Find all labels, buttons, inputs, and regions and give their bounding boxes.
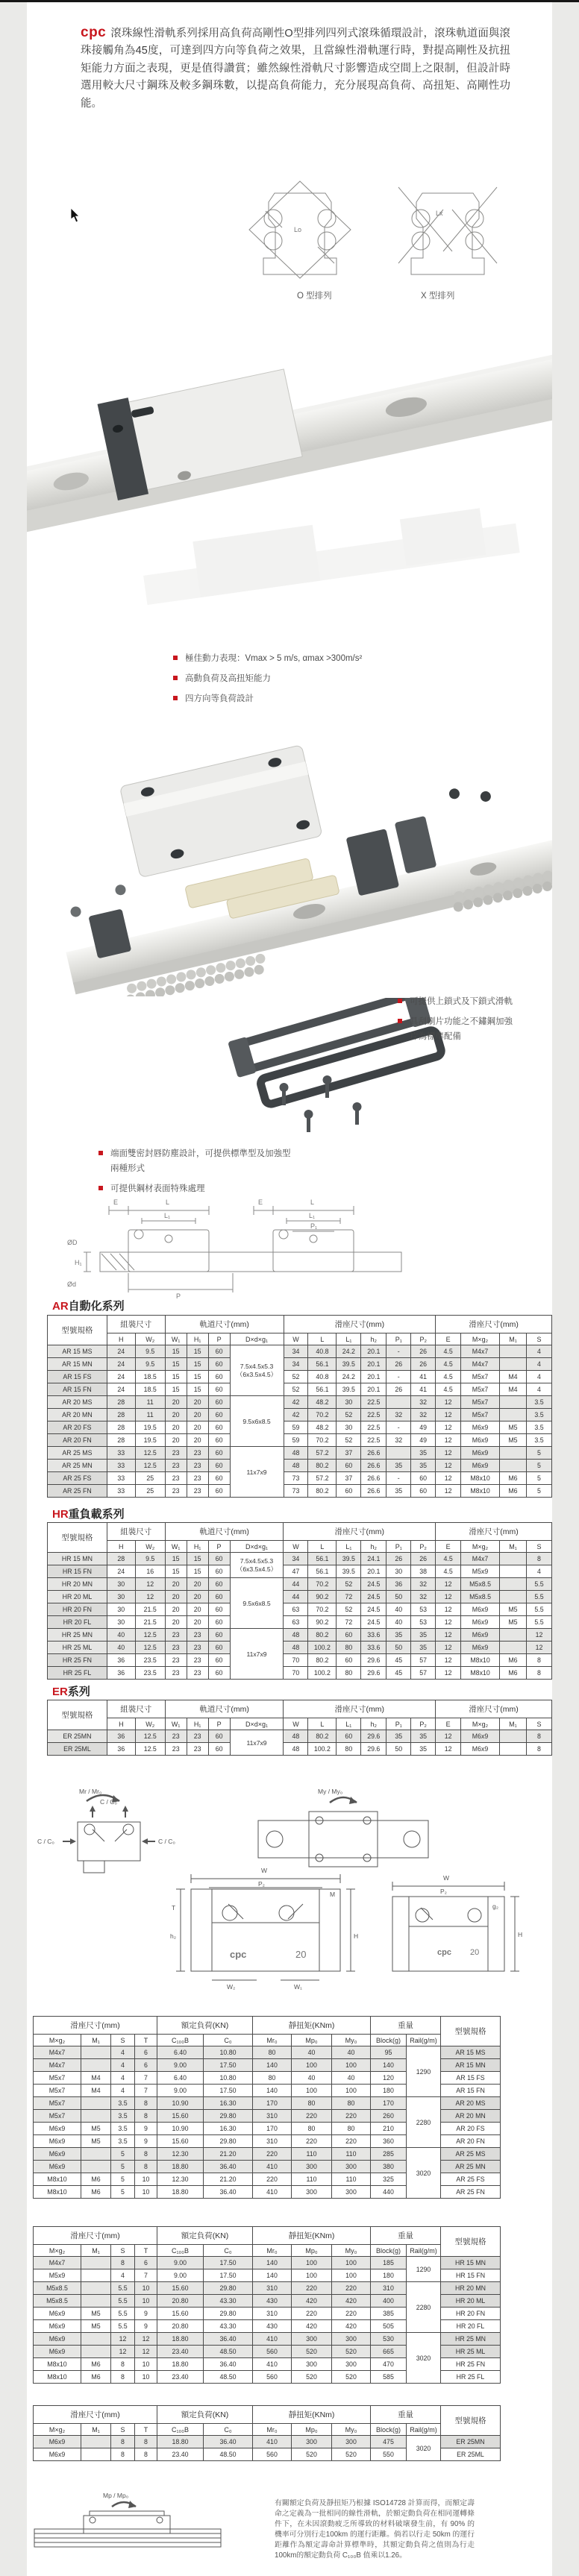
feature-text: 可提供上鎖式及下鎖式滑軌 xyxy=(410,997,513,1006)
table-row: AR 20 FS 28 19.5 20 20 60 59 48.2 30 22.5 - 49 12 M6x9 M5 3.5 xyxy=(48,1421,552,1434)
model-cell: HR 25 FL xyxy=(48,1667,107,1680)
table-row: ER 25MN 36 12.5 23 23 60 11x7x9 48 80.2 60 29.6 35 35 12 M6x9 8 xyxy=(48,1730,552,1743)
model-cell: HR 20 ML xyxy=(48,1591,107,1603)
table-row: M5x7 M4 4 7 6.40 10.80 80 40 40 120 AR 15 FS xyxy=(34,2072,501,2085)
product-photo-rail-block xyxy=(27,342,552,640)
feature-item xyxy=(98,1181,291,1196)
table-row: HR 20 FL 30 21.5 20 20 60 63 90.2 72 24.5 40 53 12 M6x9 M5 5.5 xyxy=(48,1616,552,1629)
ball-size-cell: 9.5x6x8.5 xyxy=(230,1396,284,1447)
model-cell: ER 25ML xyxy=(441,2448,501,2461)
model-cell: HR 15 FN xyxy=(48,1565,107,1578)
table-group-header-row: 型號規格 組裝尺寸 軌道尺寸(mm) 滑座尺寸(mm) 滑座尺寸(mm) xyxy=(48,1316,552,1333)
model-cell: HR 20 FL xyxy=(48,1616,107,1629)
feature-text: 極佳動力表現：Vmax > 5 m/s, αmax >300m/s² xyxy=(185,654,363,663)
table-row: M6x9 12 12 18.80 36.40 410 300 300 530 3020 HR 25 MN xyxy=(34,2333,501,2346)
hr-series-title: HR重負載系列 xyxy=(52,1508,125,1521)
dim-label-h1: H₁ xyxy=(75,1259,82,1266)
cpc-logo: cpc xyxy=(81,24,107,40)
bullet-square-icon xyxy=(173,696,178,700)
load-direction-diagrams xyxy=(34,1785,542,2008)
table-row: AR 20 FN 28 19.5 20 20 60 59 70.2 52 22.5 32 49 12 M6x9 M5 3.5 xyxy=(48,1434,552,1447)
c-load-label-left: C / C₀ xyxy=(37,1838,54,1845)
table-group-header-row: 型號規格 組裝尺寸 軌道尺寸(mm) 滑座尺寸(mm) 滑座尺寸(mm) xyxy=(48,1700,552,1718)
model-cell: HR 15 MN xyxy=(441,2257,501,2269)
mr-moment-label: Mr / Mr₀ xyxy=(79,1788,102,1795)
model-cell: AR 15 FN xyxy=(441,2085,501,2097)
model-header: 型號規格 xyxy=(441,2406,501,2436)
table-row: M6x9 M5 3.5 9 15.60 29.80 310 220 220 360 AR 20 FN xyxy=(34,2135,501,2148)
model-cell: AR 20 MN xyxy=(48,1409,107,1421)
model-cell: AR 20 FN xyxy=(48,1434,107,1447)
feature-item xyxy=(173,651,427,666)
dim-h2-left: h₂ xyxy=(170,1932,177,1940)
model-cell: HR 20 FN xyxy=(441,2308,501,2320)
table-row: HR 15 FN 24 16 15 15 60 47 56.1 39.5 20.1 30 38 4.5 M5x9 4 xyxy=(48,1565,552,1578)
model-cell: AR 20 MS xyxy=(441,2097,501,2110)
section-size-right: 20 xyxy=(470,1948,480,1957)
table-row: AR 20 MS 28 11 20 20 60 9.5x6x8.5 42 48.2 30 22.5 32 12 M5x7 3.5 xyxy=(48,1396,552,1409)
model-cell: AR 25 MS xyxy=(441,2148,501,2161)
model-header: 型號規格 xyxy=(48,1316,107,1345)
table-sub-header-row: M×g₂ M₁ S T C₁₀₀B C₀ Mr₀ Mp₀ My₀ Block(g) Rail(g/m) xyxy=(34,2035,501,2046)
feature-item xyxy=(398,1014,521,1044)
model-cell: AR 15 MS xyxy=(441,2046,501,2059)
model-cell: HR 15 MN xyxy=(48,1553,107,1565)
x-type-rail-profile xyxy=(398,187,497,274)
er-dimension-table xyxy=(47,1700,552,1756)
table-row: HR 25 MN 40 12.5 23 23 60 11x7x9 48 80.2 60 33.6 35 35 12 M6x9 12 xyxy=(48,1629,552,1642)
feature-item xyxy=(398,994,521,1009)
model-cell: HR 20 ML xyxy=(441,2295,501,2308)
dim-label-e1: E xyxy=(113,1199,119,1206)
model-cell: AR 15 FN xyxy=(48,1383,107,1396)
table-sub-header-row: H W₂ W₁ H₁ P D×d×g₁ W L L₁ h₂ P₁ P₂ E M×g₂ M₁ S xyxy=(48,1541,552,1553)
product-photo-exploded-view xyxy=(27,709,552,996)
table-row: AR 20 MN 28 11 20 20 60 42 70.2 52 22.5 32 32 12 M5x7 3.5 xyxy=(48,1409,552,1421)
feature-text: 高動負荷及高扭矩能力 xyxy=(185,674,271,683)
bullet-square-icon xyxy=(98,1151,103,1155)
table-group-header-row: 滑座尺寸(mm) 額定負荷(KN) 靜扭矩(KNm) 重量 型號規格 xyxy=(34,2017,501,2035)
section-brand-left: cpc xyxy=(230,1949,247,1960)
feature-text: 可提供鋼材表面特殊處理 xyxy=(110,1184,205,1193)
ball-size-cell: 11x7x9 xyxy=(230,1730,284,1756)
model-cell: HR 20 FL xyxy=(441,2320,501,2333)
table-row: AR 15 FS 24 18.5 15 15 60 52 40.8 24.2 20.1 - 41 4.5 M5x7 M4 4 xyxy=(48,1371,552,1383)
table-row: M8x10 M6 8 10 18.80 36.40 410 300 300 470 HR 25 FN xyxy=(34,2358,501,2371)
table-row: HR 25 FL 36 23.5 23 23 60 70 100.2 80 29.6 45 57 12 M8x10 M6 8 xyxy=(48,1667,552,1680)
model-cell: AR 15 FS xyxy=(441,2072,501,2085)
feature-item xyxy=(173,671,427,686)
bullet-square-icon xyxy=(173,656,178,660)
model-cell: HR 25 FN xyxy=(441,2358,501,2371)
table-row: AR 15 MS 24 9.5 15 15 60 7.5x4.5x5.3（6x3.5x4.5） 34 40.8 24.2 20.1 - 26 4.5 M4x7 4 xyxy=(48,1345,552,1358)
table-row: HR 25 ML 40 12.5 23 23 60 48 100.2 80 33.6 50 35 12 M6x9 12 xyxy=(48,1642,552,1654)
load-rating-table xyxy=(33,2016,501,2199)
load-rating-table xyxy=(33,2226,501,2384)
feature-item xyxy=(98,1146,291,1176)
dim-label-p1: P₁ xyxy=(310,1222,318,1230)
ball-size-cell: 11x7x9 xyxy=(230,1629,284,1680)
model-cell: HR 25 ML xyxy=(441,2346,501,2358)
ar-series-title: AR自動化系列 xyxy=(52,1300,125,1313)
model-cell: AR 25 MN xyxy=(441,2161,501,2173)
table-row: HR 20 FN 30 21.5 20 20 60 63 70.2 52 24.5 40 53 12 M6x9 M5 5.5 xyxy=(48,1603,552,1616)
my-moment-label: My / My₀ xyxy=(318,1788,343,1795)
dim-label-l2: L xyxy=(310,1199,315,1206)
table-row: AR 25 FS 33 25 23 23 60 73 57.2 37 26.6 - 60 12 M8x10 M6 5 xyxy=(48,1472,552,1485)
model-cell: AR 15 MN xyxy=(441,2059,501,2072)
load-rating-table xyxy=(33,2405,501,2461)
dim-w2-left: W₂ xyxy=(227,1983,236,1991)
c-load-label-top: C / C₀ xyxy=(100,1798,117,1806)
bullet-square-icon xyxy=(398,1019,402,1023)
model-cell: HR 15 FN xyxy=(441,2269,501,2282)
table-row: M6x9 M5 3.5 9 10.90 16.30 170 80 80 210 AR 20 FS xyxy=(34,2123,501,2135)
hr-load-table xyxy=(33,2226,501,2384)
model-cell: AR 20 FN xyxy=(441,2135,501,2148)
content-area xyxy=(27,2,552,2576)
table-row: HR 15 MN 28 9.5 15 15 60 7.5x4.5x5.3（6x3.5x4.5） 34 56.1 39.5 24.1 26 26 4.5 M4x7 8 xyxy=(48,1553,552,1565)
intro-paragraph xyxy=(81,24,510,113)
rail-weight-cell: 3020 xyxy=(407,2333,441,2384)
dim-m-left: M xyxy=(330,1891,336,1898)
table-row: M5x7 3.5 8 15.60 29.80 310 220 220 260 AR 20 MN xyxy=(34,2110,501,2123)
feature-text: 具刮刷片功能之不鏽鋼加強片為標準配備 xyxy=(410,1017,513,1041)
dim-label-e2: E xyxy=(258,1199,263,1206)
feature-list-seal xyxy=(98,1146,291,1201)
ball-size-cell: 9.5x6x8.5 xyxy=(230,1578,284,1629)
mp-moment-label: Mp / Mp₀ xyxy=(103,2492,129,2499)
ball-size-cell: 7.5x4.5x5.3（6x3.5x4.5） xyxy=(230,1345,284,1396)
table-row: M6x9 8 8 23.40 48.50 560 520 520 550 ER 25ML xyxy=(34,2448,501,2461)
table-sub-header-row: H W₂ W₁ H₁ P D×d×g₁ W L L₁ h₂ P₁ P₂ E M×g₂ M₁ S xyxy=(48,1333,552,1345)
dim-t-left: T xyxy=(172,1904,176,1911)
table-row: M5x9 4 7 9.00 17.50 140 100 100 180 HR 15 FN xyxy=(34,2269,501,2282)
table-row: HR 20 ML 30 12 20 20 60 44 90.2 72 24.5 50 32 12 M5x8.5 5.5 xyxy=(48,1591,552,1603)
dim-label-p: P xyxy=(176,1292,181,1300)
bullet-square-icon xyxy=(98,1186,103,1190)
dim-label-phiD: ØD xyxy=(67,1239,78,1246)
dim-g2-right: g₂ xyxy=(492,1903,499,1910)
table-row: M6x9 5 8 12.30 21.20 220 110 110 285 3020 AR 25 MS xyxy=(34,2148,501,2161)
feature-text: 端面雙密封唇防塵設計，可提供標準型及加強型兩種形式 xyxy=(110,1149,291,1173)
ball-size-cell: 7.5x4.5x5.3（6x3.5x4.5） xyxy=(230,1553,284,1578)
ar-load-table xyxy=(33,2016,501,2199)
model-cell: HR 25 MN xyxy=(48,1629,107,1642)
dim-w1-left: W₁ xyxy=(294,1983,302,1991)
model-cell: AR 20 MN xyxy=(441,2110,501,2123)
rail-weight-cell: 1290 xyxy=(407,2046,441,2097)
model-header: 型號規格 xyxy=(441,2227,501,2257)
table-row: M4x7 8 6 9.00 17.50 140 100 100 185 1290 HR 15 MN xyxy=(34,2257,501,2269)
model-cell: AR 25 FN xyxy=(48,1485,107,1498)
dimension-table xyxy=(47,1700,552,1756)
model-cell: AR 20 FS xyxy=(48,1421,107,1434)
model-cell: HR 25 FL xyxy=(441,2371,501,2384)
table-sub-header-row: H W₂ W₁ H₁ P D×d×g₁ W L L₁ h₂ P₁ P₂ E M×g₂ M₁ S xyxy=(48,1718,552,1730)
section-brand-right: cpc xyxy=(437,1948,451,1957)
dim-p2-left: P₂ xyxy=(258,1880,265,1888)
table-row: M6x9 5 8 18.80 36.40 410 300 300 380 AR 25 MN xyxy=(34,2161,501,2173)
ball-size-cell: 11x7x9 xyxy=(230,1447,284,1498)
model-header: 型號規格 xyxy=(48,1523,107,1553)
mp-moment-diagram xyxy=(31,2490,225,2561)
table-row: HR 20 MN 30 12 20 20 60 9.5x6x8.5 44 70.2 52 24.5 36 32 12 M5x8.5 5.5 xyxy=(48,1578,552,1591)
table-row: M5x7 3.5 8 10.90 16.30 170 80 80 170 2280 AR 20 MS xyxy=(34,2097,501,2110)
model-cell: AR 20 FS xyxy=(441,2123,501,2135)
hr-dimension-table xyxy=(47,1522,552,1680)
dim-label-l2s: L₁ xyxy=(309,1212,316,1219)
table-sub-header-row: M×g₂ M₁ S T C₁₀₀B C₀ Mr₀ Mp₀ My₀ Block(g) Rail(g/m) xyxy=(34,2424,501,2436)
dimension-table xyxy=(47,1315,552,1498)
table-row: M6x9 M5 5.5 9 20.80 43.30 430 420 420 505 HR 20 FL xyxy=(34,2320,501,2333)
model-cell: AR 15 MS xyxy=(48,1345,107,1358)
table-row: M4x7 4 6 9.00 17.50 140 100 100 140 AR 15 MN xyxy=(34,2059,501,2072)
er-load-table xyxy=(33,2405,501,2461)
model-cell: HR 20 FN xyxy=(48,1603,107,1616)
table-row: M4x7 4 6 6.40 10.80 80 40 40 95 1290 AR 15 MS xyxy=(34,2046,501,2059)
rail-weight-cell: 1290 xyxy=(407,2257,441,2282)
model-cell: HR 25 MN xyxy=(441,2333,501,2346)
table-group-header-row: 滑座尺寸(mm) 額定負荷(KN) 靜扭矩(KNm) 重量 型號規格 xyxy=(34,2406,501,2424)
table-row: M5x8.5 5.5 10 15.60 29.80 310 220 220 310 2280 HR 20 MN xyxy=(34,2282,501,2295)
table-row: HR 25 FN 36 23.5 23 23 60 70 80.2 60 29.6 45 57 12 M8x10 M6 8 xyxy=(48,1654,552,1667)
dim-label-phid: Ød xyxy=(67,1281,77,1288)
model-cell: AR 25 FS xyxy=(48,1472,107,1485)
table-sub-header-row: M×g₂ M₁ S T C₁₀₀B C₀ Mr₀ Mp₀ My₀ Block(g) Rail(g/m) xyxy=(34,2245,501,2257)
model-header: 型號規格 xyxy=(48,1700,107,1730)
model-cell: ER 25ML xyxy=(48,1743,107,1756)
model-cell: ER 25MN xyxy=(48,1730,107,1743)
table-row: M5x8.5 5.5 10 20.80 43.30 430 420 420 400 HR 20 ML xyxy=(34,2295,501,2308)
table-row: M5x7 M4 4 7 9.00 17.50 140 100 100 180 AR 15 FN xyxy=(34,2085,501,2097)
rail-weight-cell: 3020 xyxy=(407,2436,441,2461)
model-cell: HR 25 ML xyxy=(48,1642,107,1654)
dim-w-left: W xyxy=(261,1867,268,1874)
model-cell: AR 20 MS xyxy=(48,1396,107,1409)
table-row: M6x9 M5 5.5 9 15.60 29.80 310 220 220 385 HR 20 FN xyxy=(34,2308,501,2320)
bullet-square-icon xyxy=(398,999,402,1003)
table-row: ER 25ML 36 12.5 23 23 60 48 100.2 80 29.6 50 35 12 M6x9 8 xyxy=(48,1743,552,1756)
bullet-square-icon xyxy=(173,676,178,680)
ball-arrangement-diagram xyxy=(240,180,509,305)
ar-dimension-table xyxy=(47,1315,552,1498)
table-row: AR 25 MN 33 12.5 23 23 60 48 80.2 60 26.6 35 35 12 M6x9 5 xyxy=(48,1460,552,1472)
feature-list-motion xyxy=(173,651,427,711)
x-type-caption: X 型排列 xyxy=(421,292,455,301)
model-cell: HR 20 MN xyxy=(48,1578,107,1591)
er-series-title: ER系列 xyxy=(52,1686,90,1698)
model-cell: AR 25 FN xyxy=(441,2186,501,2199)
dim-h-right: H xyxy=(518,1931,523,1938)
mouse-pointer-icon xyxy=(70,208,81,223)
model-cell: AR 25 MN xyxy=(48,1460,107,1472)
table-row: AR 25 MS 33 12.5 23 23 60 11x7x9 48 57.2 37 26.6 35 12 M6x9 5 xyxy=(48,1447,552,1460)
x-dim-label: Lx xyxy=(436,210,443,217)
table-row: M8x10 M6 5 10 12.30 21.20 220 110 110 325 AR 25 FS xyxy=(34,2173,501,2186)
table-group-header-row: 型號規格 組裝尺寸 軌道尺寸(mm) 滑座尺寸(mm) 滑座尺寸(mm) xyxy=(48,1523,552,1541)
table-row: AR 15 FN 24 18.5 15 15 60 52 56.1 39.5 20.1 26 41 4.5 M5x7 M4 4 xyxy=(48,1383,552,1396)
dim-label-l1s: L₁ xyxy=(164,1212,171,1219)
dim-label-l1: L xyxy=(166,1199,170,1206)
footer-note: 有關額定負荷及靜扭矩乃根據 ISO14728 計算而得，而額定壽命之定義為一批相同的線性滑軌，於額定動負荷在相同運轉條件下，在未因滾動疲乏所導致的材料破壞發生前，有 90% 的機率可分別行走100km 的運行距離。倘若以行走 50km 的運行距離作為額定壽命計算標準時，其額定動負荷之值則為行走 100km的額定動負荷 C₁₀₀B 值乘以1.26。 xyxy=(275,2498,475,2560)
dim-h-left: H xyxy=(354,1932,359,1940)
table-row: M6x9 8 8 18.80 36.40 410 300 300 475 3020 ER 25MN xyxy=(34,2436,501,2448)
model-cell: ER 25MN xyxy=(441,2436,501,2448)
dimension-table xyxy=(47,1522,552,1680)
o-dim-label: Lo xyxy=(294,226,302,233)
table-row: M6x9 12 12 23.40 48.50 560 520 520 665 HR 25 ML xyxy=(34,2346,501,2358)
model-cell: AR 15 FS xyxy=(48,1371,107,1383)
dim-w-right: W xyxy=(443,1874,450,1882)
model-cell: AR 25 FS xyxy=(441,2173,501,2186)
rail-weight-cell: 2280 xyxy=(407,2097,441,2148)
model-cell: HR 25 FN xyxy=(48,1654,107,1667)
table-group-header-row: 滑座尺寸(mm) 額定負荷(KN) 靜扭矩(KNm) 重量 型號規格 xyxy=(34,2227,501,2245)
model-cell: AR 25 MS xyxy=(48,1447,107,1460)
c-load-label-right: C / C₀ xyxy=(158,1838,175,1845)
table-row: M8x10 M6 8 10 23.40 48.50 560 520 520 585 HR 25 FL xyxy=(34,2371,501,2384)
model-cell: AR 15 MN xyxy=(48,1358,107,1371)
table-row: AR 25 FN 33 25 23 23 60 73 80.2 60 26.6 35 60 12 M8x10 M6 5 xyxy=(48,1485,552,1498)
dimension-drawing xyxy=(57,1196,415,1300)
model-header: 型號規格 xyxy=(441,2017,501,2046)
section-size-left: 20 xyxy=(295,1949,307,1960)
model-cell: HR 20 MN xyxy=(441,2282,501,2295)
intro-text: 滾珠線性滑軌系列採用高負荷高剛性O型排列四列式滾珠循環設計，滾珠軌道面與滾珠接觸角為45度，可達到四方向等負荷之效果，且當線性滑軌運行時，對提高剛性及抗扭矩能力方面之表現，更是值得讚賞；雖然線性滑軌尺寸影響造成空間上之限制，但設計時選用較大尺寸鋼珠及較多鋼珠數，以提高負荷能力，充分展現高負荷、高扭矩、高剛性功能。 xyxy=(81,27,510,110)
table-row: M8x10 M6 5 10 18.80 36.40 410 300 300 440 AR 25 FN xyxy=(34,2186,501,2199)
dim-p2-right: P₂ xyxy=(440,1888,447,1895)
table-row: AR 15 MN 24 9.5 15 15 60 34 56.1 39.5 20.1 26 26 4.5 M4x7 4 xyxy=(48,1358,552,1371)
rail-weight-cell: 3020 xyxy=(407,2148,441,2199)
feature-item xyxy=(173,691,427,706)
feature-list-lock xyxy=(398,994,521,1049)
rail-weight-cell: 2280 xyxy=(407,2282,441,2333)
o-type-caption: O 型排列 xyxy=(297,292,332,301)
feature-text: 四方向等負荷設計 xyxy=(185,694,254,703)
